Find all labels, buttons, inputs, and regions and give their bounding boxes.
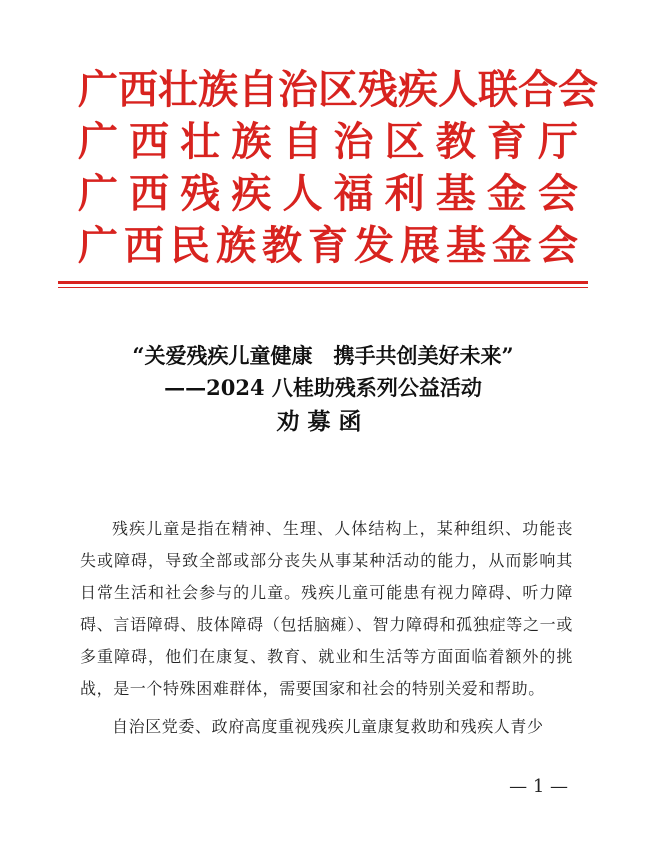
- org-character: 广: [78, 66, 118, 113]
- body-paragraph-2: 自治区党委、政府高度重视残疾儿童康复救助和残疾人青少: [112, 717, 544, 736]
- title-line-2: ——2024 八桂助残系列公益活动: [164, 375, 482, 400]
- org-character: 教: [262, 222, 302, 269]
- org-character: 展: [400, 222, 440, 269]
- org-character: 疾: [398, 66, 438, 113]
- org-character: 治: [278, 66, 318, 113]
- org-character: 人: [438, 66, 478, 113]
- org-character: 西: [118, 66, 158, 113]
- org-character: 合: [518, 66, 558, 113]
- org-character: 治: [333, 118, 374, 165]
- org-character: 会: [537, 170, 578, 217]
- org-character: 福: [333, 170, 374, 217]
- org-character: 联: [478, 66, 518, 113]
- org-character: 西: [124, 222, 164, 269]
- org-character: 区: [384, 118, 425, 165]
- org-line: [78, 64, 598, 116]
- org-line: [78, 116, 578, 168]
- org-character: 残: [180, 170, 221, 217]
- org-character: 发: [354, 222, 394, 269]
- header-divider-thick: [58, 281, 588, 284]
- org-character: 教: [435, 118, 476, 165]
- org-character: 族: [216, 222, 256, 269]
- org-line: [78, 220, 578, 272]
- org-line: [78, 168, 578, 220]
- org-character: 会: [538, 222, 578, 269]
- org-character: 基: [446, 222, 486, 269]
- org-character: 利: [384, 170, 425, 217]
- org-character: 壮: [180, 118, 221, 165]
- org-character: 广: [78, 222, 118, 269]
- org-character: 西: [129, 170, 170, 217]
- org-character: 族: [231, 118, 272, 165]
- org-character: 会: [558, 66, 598, 113]
- org-character: 区: [318, 66, 358, 113]
- org-character: 育: [486, 118, 527, 165]
- org-character: 基: [435, 170, 476, 217]
- body-paragraph-1: 残疾儿童是指在精神、生理、人体结构上，某种组织、功能丧失或障碍，导致全部或部分丧失从事某种活动的能力，从而影响其日常生活和社会参与的儿童。残疾儿童可能患有视力障碍、听力障碍、言语障碍、肢体障碍（包括脑瘫）、智力障碍和孤独症等之一或多重障碍，他们在康复、教育、就业和生活等方面面临着额外的挑战，是一个特殊困难群体，需要国家和社会的特别关爱和帮助。: [80, 519, 573, 698]
- issuing-organizations: [78, 64, 598, 272]
- org-character: 残: [358, 66, 398, 113]
- header-divider-thin: [58, 287, 588, 288]
- org-character: 广: [78, 118, 118, 165]
- org-character: 自: [282, 118, 323, 165]
- org-character: 民: [170, 222, 210, 269]
- org-character: 育: [308, 222, 348, 269]
- org-character: 金: [486, 170, 527, 217]
- title-line-1: “关爱残疾儿童健康 携手共创美好未来”: [132, 343, 514, 368]
- org-character: 壮: [158, 66, 198, 113]
- page-number: — 1 —: [509, 776, 568, 797]
- org-character: 厅: [537, 118, 578, 165]
- org-character: 自: [238, 66, 278, 113]
- org-character: 疾: [231, 170, 272, 217]
- title-line-3: 劝募函: [276, 408, 370, 435]
- org-character: 金: [492, 222, 532, 269]
- org-character: 西: [129, 118, 170, 165]
- document-title: [0, 340, 646, 440]
- org-character: 族: [198, 66, 238, 113]
- org-character: 广: [78, 170, 118, 217]
- document-body: [80, 513, 573, 743]
- org-character: 人: [282, 170, 323, 217]
